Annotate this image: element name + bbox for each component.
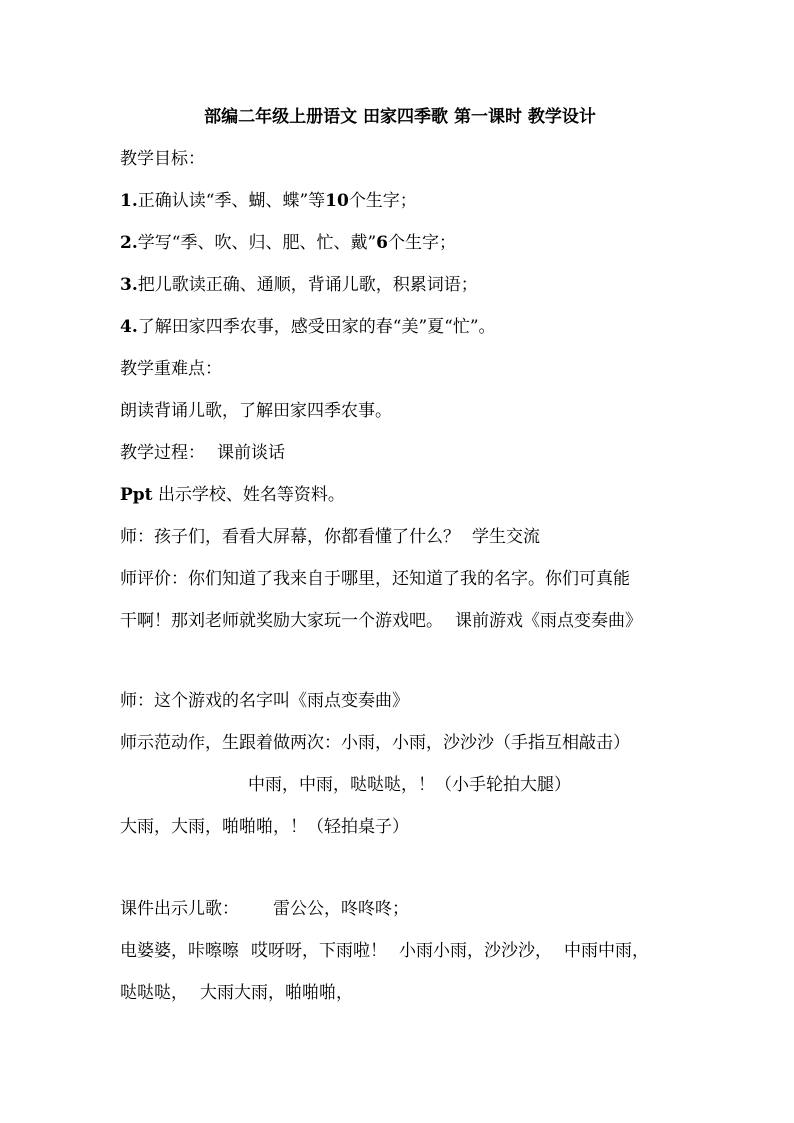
objective-number: 3.	[120, 275, 138, 295]
song-line-3	[120, 982, 353, 1004]
objective-number: 4.	[120, 317, 138, 337]
objective-item-4	[120, 316, 496, 338]
process-heading-line	[120, 442, 285, 464]
demo-line-3: 大雨，大雨，啪啪啪，！（轻拍桌子）	[120, 817, 409, 837]
key-points-heading: 教学重难点：	[120, 359, 222, 379]
student-exchange: 学生交流	[472, 527, 540, 547]
courseware-line	[120, 898, 409, 920]
objective-number: 1.	[120, 191, 138, 211]
objective-text: 了解田家四季农事，感受田家的春“美”夏“忙”。	[137, 317, 496, 337]
objective-text: 把儿歌读正确、通顺，背诵儿歌，积累词语；	[137, 275, 478, 295]
objective-text: 正确认读“季、蝴、蝶”等	[137, 191, 326, 211]
objective-number: 2.	[120, 233, 138, 253]
objective-tail: 个生字；	[348, 191, 417, 211]
game-label: 课前游戏《雨点变奏曲》	[455, 611, 642, 631]
objective-item-1	[120, 190, 417, 212]
demo-line-1: 师示范动作，生跟着做两次：小雨，小雨，沙沙沙（手指互相敲击）	[120, 733, 630, 753]
game-name: 师：这个游戏的名字叫《雨点变奏曲》	[120, 691, 409, 711]
process-heading: 教学过程：	[120, 443, 205, 463]
objective-tail: 个生字；	[387, 233, 456, 253]
key-points-text: 朗读背诵儿歌，了解田家四季农事。	[120, 401, 392, 421]
teacher-evaluation-2: 干啊！那刘老师就奖励大家玩一个游戏吧。	[120, 611, 443, 631]
ppt-line	[120, 484, 345, 506]
objective-count: 6	[376, 233, 388, 253]
demo-line-2: 中雨，中雨，哒哒哒，！（小手轮拍大腿）	[248, 775, 571, 795]
song-2b: 哎呀呀，下雨啦！	[251, 941, 387, 961]
song-2c: 小雨小雨，沙沙沙，	[399, 941, 552, 961]
teacher-evaluation-2-line	[120, 610, 642, 632]
song-2a: 电婆婆，咔嚓嚓	[120, 941, 239, 961]
song-3a: 哒哒哒，	[120, 983, 188, 1003]
courseware-label: 课件出示儿歌：	[120, 899, 239, 919]
song-line-2	[120, 940, 649, 962]
document-title: 部编二年级上册语文 田家四季歌 第一课时 教学设计	[204, 107, 596, 127]
teacher-question: 师：孩子们，看看大屏幕，你都看懂了什么？	[120, 527, 460, 547]
objectives-heading: 教学目标：	[120, 149, 205, 169]
song-3b: 大雨大雨，啪啪啪，	[200, 983, 353, 1003]
song-line-1: 雷公公，咚咚咚；	[273, 899, 409, 919]
ppt-text: 出示学校、姓名等资料。	[157, 485, 345, 505]
ppt-prefix: Ppt	[120, 485, 153, 505]
objective-item-2	[120, 232, 456, 254]
song-2d: 中雨中雨，	[564, 941, 649, 961]
objective-item-3	[120, 274, 478, 296]
process-sub: 课前谈话	[217, 443, 285, 463]
teacher-evaluation-1: 师评价：你们知道了我来自于哪里，还知道了我的名字。你们可真能	[120, 569, 630, 589]
objective-text: 学写“季、吹、归、肥、忙、戴”	[137, 233, 377, 253]
teacher-question-line	[120, 526, 540, 548]
objective-count: 10	[325, 191, 349, 211]
